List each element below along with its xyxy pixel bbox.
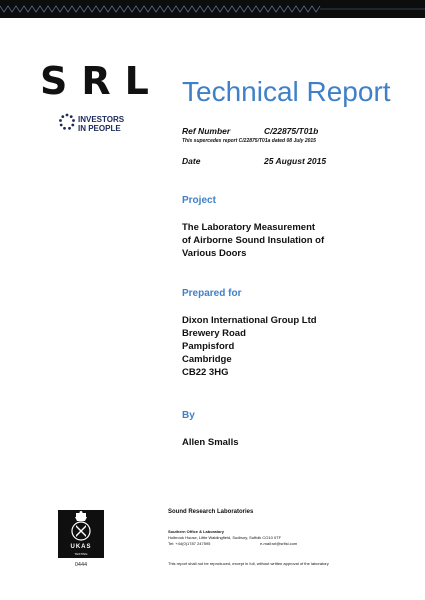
by-heading: By — [182, 410, 195, 421]
date-value: 25 August 2015 — [264, 156, 327, 166]
reference-label: Ref Number — [182, 126, 231, 136]
date-label: Date — [182, 156, 201, 166]
footer-office: Southern Office & Laboratory — [168, 529, 225, 534]
ukas-badge — [58, 510, 104, 558]
report-date — [182, 156, 327, 166]
author-name: Allen Smalls — [182, 437, 239, 448]
footer-reproduction-note: This report shall not be reproduced, except in full, without written approval of the laboratory — [168, 561, 329, 566]
supersedes-note: This supercedes report C/22875/T01a dated 08 July 2015 — [182, 138, 316, 144]
investors-in-people-icon — [58, 113, 76, 131]
ukas-label: UKAS — [70, 544, 92, 550]
investors-in-people-text: INVESTORS IN PEOPLE — [78, 115, 125, 133]
ukas-accreditation-mark — [58, 510, 104, 572]
wave-pattern — [0, 2, 425, 16]
ukas-number: 0444 — [74, 562, 88, 568]
footer-email: e-mail:srl@srltsl.com — [260, 541, 298, 546]
srl-logo: SRL — [40, 59, 163, 103]
footer-address: Holbrook House, Little Waldingfield, Sudbury, Suffolk CO10 0TF — [168, 535, 282, 540]
report-title: Technical Report — [182, 76, 391, 107]
ukas-sub-label: TESTING — [74, 552, 88, 556]
footer-company-name: Sound Research Laboratories — [168, 509, 254, 515]
prepared-for-heading: Prepared for — [182, 288, 242, 299]
reference-number — [182, 126, 319, 136]
project-description: The Laboratory Measurement of Airborne Sound Insulation of Various Doors — [182, 222, 325, 259]
reference-value: C/22875/T01b — [264, 126, 319, 136]
top-decorative-band — [0, 0, 425, 18]
footer-contact — [168, 541, 298, 546]
client-address: Dixon International Group Ltd Brewery Road Pampisford Cambridge CB22 3HG — [182, 315, 317, 378]
crown-icon — [58, 510, 104, 544]
footer-telephone: Tel: +44(0)1787 247595 — [168, 541, 211, 546]
project-heading: Project — [182, 195, 216, 206]
